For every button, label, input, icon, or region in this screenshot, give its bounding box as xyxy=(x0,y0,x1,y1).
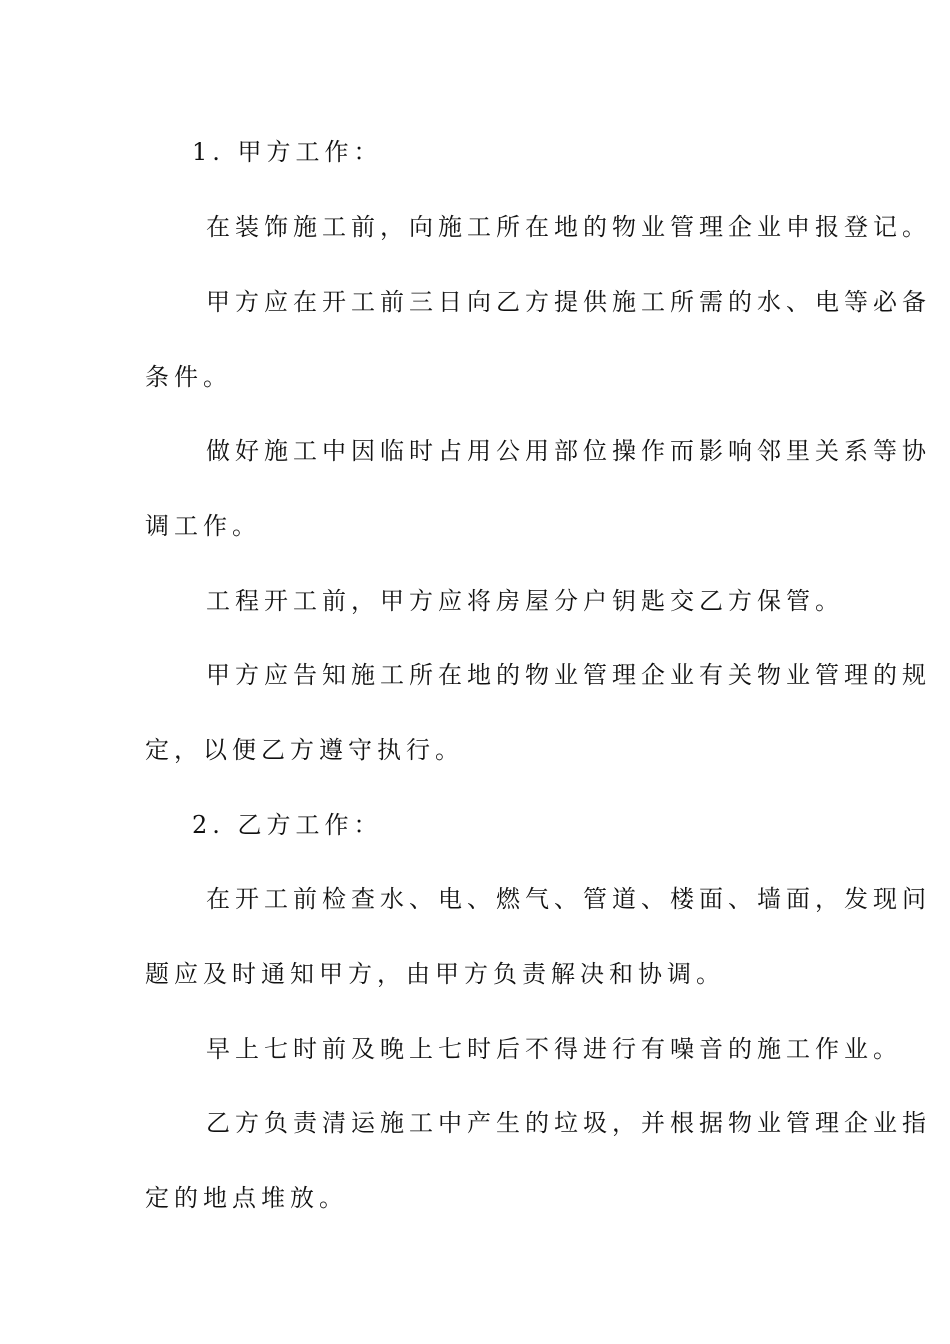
paragraph-line: 工程开工前，甲方应将房屋分户钥匙交乙方保管。 xyxy=(206,587,844,615)
paragraph-line: 乙方负责清运施工中产生的垃圾，并根据物业管理企业指 xyxy=(206,1109,931,1137)
paragraph-line: 题应及时通知甲方，由甲方负责解决和协调。 xyxy=(145,960,725,988)
paragraph-line: 甲方应告知施工所在地的物业管理企业有关物业管理的规 xyxy=(206,661,931,689)
paragraph-line: 做好施工中因临时占用公用部位操作而影响邻里关系等协 xyxy=(206,437,931,465)
paragraph-line: 在装饰施工前，向施工所在地的物业管理企业申报登记。 xyxy=(206,213,931,241)
paragraph-line: 定，以便乙方遵守执行。 xyxy=(145,736,464,764)
paragraph-line: 甲方应在开工前三日向乙方提供施工所需的水、电等必备 xyxy=(206,288,931,316)
paragraph-line: 早上七时前及晚上七时后不得进行有噪音的施工作业。 xyxy=(206,1035,902,1063)
paragraph-line: 条件。 xyxy=(145,363,232,391)
section-1-heading: 1. 甲方工作： xyxy=(192,138,383,166)
paragraph-line: 在开工前检查水、电、燃气、管道、楼面、墙面，发现问 xyxy=(206,885,931,913)
section-2-heading: 2. 乙方工作： xyxy=(192,811,383,839)
paragraph-line: 调工作。 xyxy=(145,512,261,540)
paragraph-line: 定的地点堆放。 xyxy=(145,1184,348,1212)
